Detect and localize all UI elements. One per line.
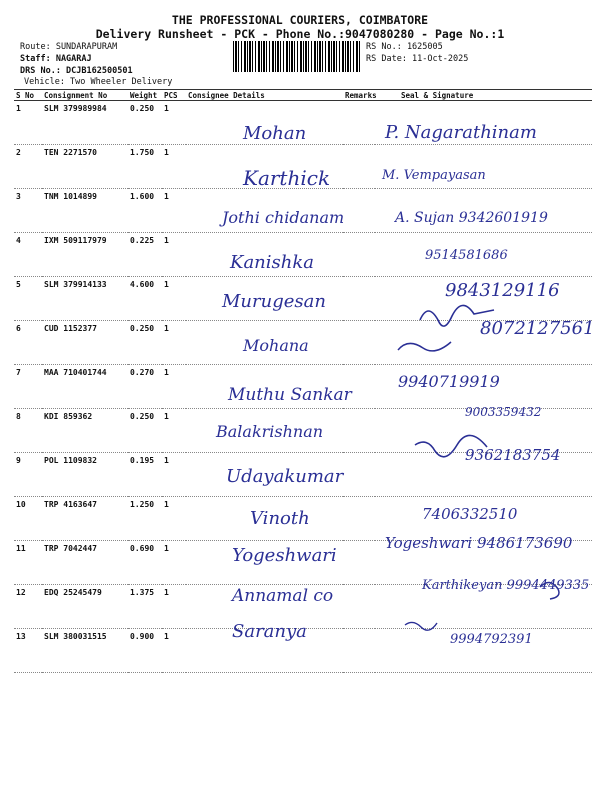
handwritten-signature: 9940719919 — [398, 372, 500, 391]
cell-remarks — [343, 409, 375, 453]
handwritten-consignee-name: Annamal co — [232, 586, 334, 606]
vehicle-label: Vehicle: Two Wheeler Delivery — [24, 77, 173, 87]
cell-consignment: CUD 1152377 — [42, 321, 128, 365]
handwritten-consignee-name: Mohana — [243, 336, 309, 355]
cell-remarks — [343, 101, 375, 145]
cell-consignment: SLM 380031515 — [42, 629, 128, 673]
cell-consignment: TNM 1014899 — [42, 189, 128, 233]
cell-weight: 0.250 — [128, 101, 162, 145]
handwritten-consignee-name: Saranya — [232, 621, 307, 642]
cell-consignment: IXM 509117979 — [42, 233, 128, 277]
handwritten-consignee-name: Mohan — [243, 123, 307, 144]
handwritten-consignee-name: Balakrishnan — [216, 422, 324, 441]
handwritten-signature: 9843129116 — [445, 280, 560, 301]
cell-sno: 12 — [14, 585, 42, 629]
cell-pcs: 1 — [162, 585, 186, 629]
handwritten-signature: 8072127561 — [480, 318, 595, 339]
cell-pcs: 1 — [162, 145, 186, 189]
cell-weight: 1.600 — [128, 189, 162, 233]
cell-sno: 1 — [14, 101, 42, 145]
drs-number: DRS No.: DCJB162500501 — [20, 66, 133, 76]
company-title: THE PROFESSIONAL COURIERS, COIMBATORE — [171, 13, 429, 27]
cell-pcs: 1 — [162, 365, 186, 409]
barcode-image — [233, 41, 361, 72]
cell-weight: 0.250 — [128, 409, 162, 453]
handwritten-consignee-name: Kanishka — [230, 252, 314, 273]
cell-sno: 11 — [14, 541, 42, 585]
staff-label: Staff: NAGARAJ — [20, 54, 92, 64]
handwritten-signature: 9003359432 — [465, 405, 542, 419]
handwritten-signature: 9362183754 — [465, 446, 561, 464]
cell-weight: 0.900 — [128, 629, 162, 673]
cell-remarks — [343, 585, 375, 629]
cell-pcs: 1 — [162, 189, 186, 233]
handwritten-signature: A. Sujan 9342601919 — [395, 210, 548, 226]
cell-remarks — [343, 233, 375, 277]
column-header-weight: Weight — [128, 90, 162, 101]
cell-remarks — [343, 541, 375, 585]
cell-consignment: TEN 2271570 — [42, 145, 128, 189]
cell-pcs: 1 — [162, 277, 186, 321]
cell-sno: 8 — [14, 409, 42, 453]
handwritten-consignee-name: Jothi chidanam — [222, 208, 345, 227]
cell-remarks — [343, 277, 375, 321]
column-header-sno: S No — [14, 90, 42, 101]
cell-weight: 0.195 — [128, 453, 162, 497]
cell-remarks — [343, 453, 375, 497]
cell-weight: 0.690 — [128, 541, 162, 585]
column-header-pcs: PCS — [162, 90, 186, 101]
cell-consignment: MAA 710401744 — [42, 365, 128, 409]
cell-sno: 5 — [14, 277, 42, 321]
cell-remarks — [343, 145, 375, 189]
handwritten-signature: M. Vempayasan — [382, 168, 486, 183]
handwritten-consignee-name: Vinoth — [250, 508, 310, 529]
cell-sno: 3 — [14, 189, 42, 233]
cell-consignment: POL 1109832 — [42, 453, 128, 497]
cell-sno: 6 — [14, 321, 42, 365]
cell-remarks — [343, 497, 375, 541]
cell-consignment: KDI 859362 — [42, 409, 128, 453]
route-label: Route: SUNDARAPURAM — [20, 42, 118, 52]
cell-weight: 1.750 — [128, 145, 162, 189]
column-header-consignee: Consignee Details — [186, 90, 343, 101]
runsheet-subtitle: Delivery Runsheet - PCK - Phone No.:9047080280 - Page No.:1 — [95, 27, 505, 41]
cell-consignment: SLM 379989984 — [42, 101, 128, 145]
cell-sno: 2 — [14, 145, 42, 189]
column-header-signature: Seal & Signature — [375, 90, 592, 101]
cell-pcs: 1 — [162, 453, 186, 497]
cell-sno: 13 — [14, 629, 42, 673]
cell-consignment: TRP 4163647 — [42, 497, 128, 541]
cell-pcs: 1 — [162, 541, 186, 585]
cell-consignment: EDQ 25245479 — [42, 585, 128, 629]
cell-consignment: SLM 379914133 — [42, 277, 128, 321]
cell-sno: 7 — [14, 365, 42, 409]
table-header-row — [14, 90, 592, 101]
cell-pcs: 1 — [162, 629, 186, 673]
cell-weight: 1.250 — [128, 497, 162, 541]
cell-pcs: 1 — [162, 321, 186, 365]
cell-pcs: 1 — [162, 101, 186, 145]
column-header-remarks: Remarks — [345, 90, 377, 100]
rs-date: RS Date: 11-Oct-2025 — [366, 54, 469, 64]
handwritten-signature: P. Nagarathinam — [385, 122, 537, 143]
cell-pcs: 1 — [162, 409, 186, 453]
column-header-consignment: Consignment No — [42, 90, 128, 101]
cell-remarks — [343, 629, 375, 673]
cell-weight: 4.600 — [128, 277, 162, 321]
handwritten-consignee-name: Yogeshwari — [232, 545, 337, 566]
handwritten-signature: 9994792391 — [450, 632, 533, 647]
handwritten-consignee-name: Murugesan — [222, 291, 326, 312]
handwritten-signature: 9514581686 — [425, 248, 508, 263]
cell-weight: 0.270 — [128, 365, 162, 409]
cell-weight: 0.250 — [128, 321, 162, 365]
handwritten-consignee-name: Udayakumar — [226, 466, 344, 487]
cell-remarks — [343, 189, 375, 233]
cell-pcs: 1 — [162, 497, 186, 541]
cell-weight: 0.225 — [128, 233, 162, 277]
cell-remarks — [343, 321, 375, 365]
handwritten-consignee-name: Muthu Sankar — [228, 385, 352, 405]
handwritten-signature: Karthikeyan 9994449335 — [422, 578, 590, 593]
cell-sno: 4 — [14, 233, 42, 277]
signature-scribbles — [380, 115, 580, 655]
cell-consignment: TRP 7042447 — [42, 541, 128, 585]
cell-weight: 1.375 — [128, 585, 162, 629]
rs-number: RS No.: 1625005 — [366, 42, 443, 52]
handwritten-consignee-name: Karthick — [243, 166, 331, 190]
cell-sno: 10 — [14, 497, 42, 541]
handwritten-signature: 7406332510 — [422, 505, 518, 523]
handwritten-signature: Yogeshwari 9486173690 — [385, 534, 573, 552]
cell-sno: 9 — [14, 453, 42, 497]
cell-pcs: 1 — [162, 233, 186, 277]
